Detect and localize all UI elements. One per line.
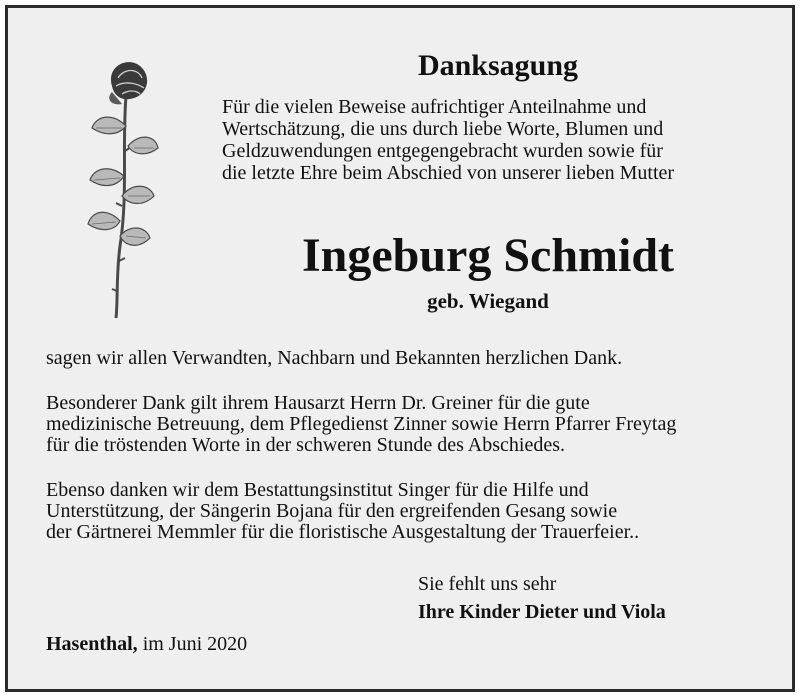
intro-line: Für die vielen Beweise aufrichtiger Anteilnahme und [222, 96, 647, 118]
paragraph-line: medizinische Betreuung, dem Pflegedienst Zinner sowie Herrn Pfarrer Freytag [46, 413, 677, 435]
heading: Danksagung [417, 49, 579, 82]
paragraph-line: sagen wir allen Verwandten, Nachbarn und Bekannten herzlichen Dank. [46, 347, 623, 369]
intro-line: Geldzuwendungen entgegengebracht wurden sowie für [222, 140, 663, 162]
thanks-paragraph-2 [46, 393, 746, 456]
paragraph-line: für die tröstenden Worte in der schweren Stunde des Abschiedes. [46, 434, 565, 456]
place-date [46, 632, 446, 656]
thanks-paragraph-3 [46, 480, 746, 543]
rose-icon [82, 56, 162, 326]
intro-text [222, 96, 742, 184]
paragraph-line: Ebenso danken wir dem Bestattungsinstitut Singer für die Hilfe und [46, 479, 589, 501]
paragraph-line: Unterstützung, der Sängerin Bojana für den ergreifenden Gesang sowie [46, 500, 618, 522]
place-name: Hasenthal, [46, 633, 138, 655]
deceased-name: Ingeburg Schmidt [301, 229, 675, 282]
paragraph-line: der Gärtnerei Memmler für die floristische Ausgestaltung der Trauerfeier.. [46, 521, 640, 543]
closing-block [418, 570, 758, 626]
thanks-paragraph-1 [46, 348, 746, 369]
signature: Ihre Kinder Dieter und Viola [418, 601, 666, 623]
closing-line: Sie fehlt uns sehr [418, 573, 557, 595]
date: im Juni 2020 [142, 633, 248, 655]
maiden-name: geb. Wiegand [427, 289, 549, 313]
obituary-card [5, 5, 795, 692]
paragraph-line: Besonderer Dank gilt ihrem Hausarzt Herrn Dr. Greiner für die gute [46, 392, 590, 414]
intro-line: die letzte Ehre beim Abschied von unserer lieben Mutter [222, 162, 675, 184]
intro-line: Wertschätzung, die uns durch liebe Worte, Blumen und [222, 118, 664, 140]
